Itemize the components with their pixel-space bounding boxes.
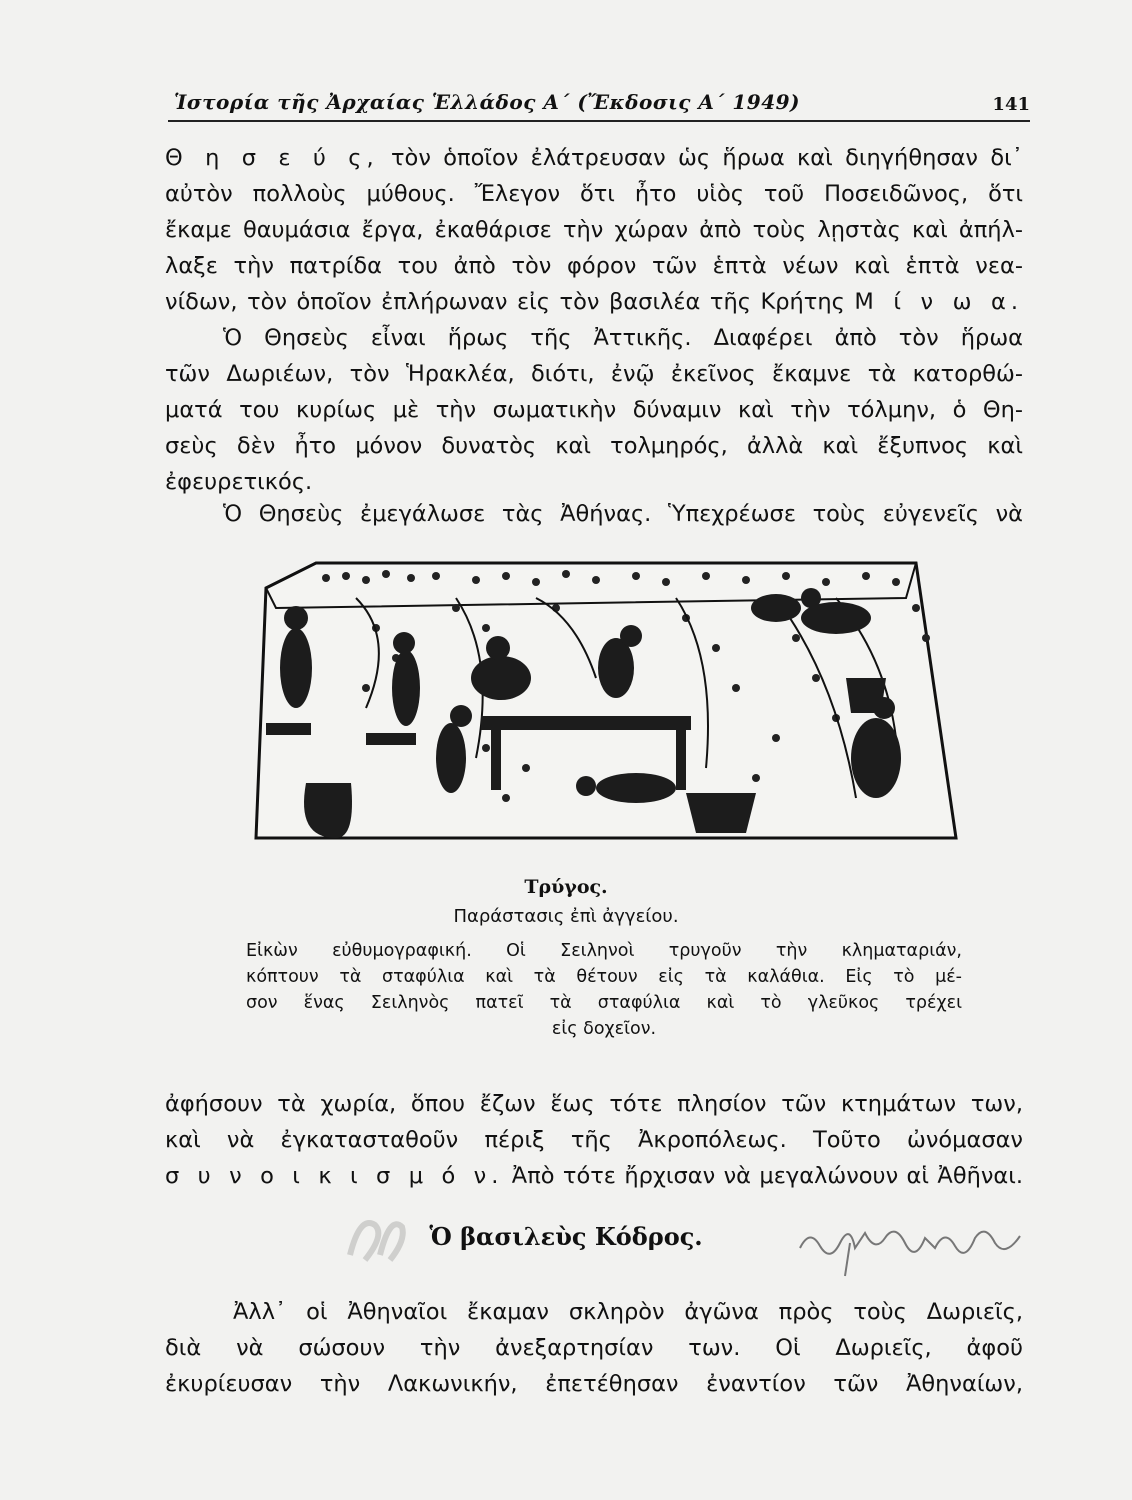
section-heading: Ὁ βασιλεὺς Κόδρος.: [429, 1222, 703, 1251]
text-line: σ υ ν ο ι κ ι σ μ ό ν. Ἀπὸ τότε ἤρχισαν νὰ μεγαλώνουν αἱ Ἀθῆναι.: [165, 1163, 1024, 1189]
text-line: σεὺς δὲν ἦτο μόνον δυνατὸς καὶ τολμηρός, ἀλλὰ καὶ ἔξυπνος καὶ: [165, 433, 1023, 459]
text-line: Ὁ Θησεὺς εἶναι ἥρως τῆς Ἀττικῆς. Διαφέρει ἀπὸ τὸν ἥρωα: [223, 325, 1023, 351]
grape-harvest-vase-image: [236, 538, 960, 868]
caption-line: Εἰκὼν εὐθυμογραφική. Οἱ Σειληνοὶ τρυγοῦν τὴν κληματαριάν,: [246, 941, 962, 961]
text-line: Θ η σ ε ύ ς, τὸν ὁποῖον ἐλάτρευσαν ὡς ἥρωα καὶ διηγήθησαν δι᾿: [165, 145, 1024, 171]
text-line: λαξε τὴν πατρίδα του ἀπὸ τὸν φόρον τῶν ἑπτὰ νέων καὶ ἑπτὰ νεα-: [165, 253, 1023, 279]
figure-title: Τρύγος.: [524, 876, 608, 898]
paragraph-dorians: [165, 1294, 1023, 1402]
figure-description: [246, 938, 962, 1042]
paragraph-athens: [165, 496, 1023, 532]
handwritten-note-icon: [795, 1208, 1025, 1278]
text-line: τῶν Δωριέων, τὸν Ἡρακλέα, διότι, ἐνῷ ἐκεῖνος ἔκαμνε τὰ κατορθώ-: [165, 361, 1023, 387]
faded-stamp-icon: [340, 1205, 410, 1275]
text-line: ἐκυρίευσαν τὴν Λακωνικήν, ἐπετέθησαν ἐναντίον τῶν Ἀθηναίων,: [165, 1371, 1023, 1397]
running-header: [168, 90, 1030, 122]
paragraph-theseus-hero: [165, 320, 1023, 500]
caption-line: κόπτουν τὰ σταφύλια καὶ τὰ θέτουν εἰς τὰ καλάθια. Εἰς τὸ μέ-: [246, 967, 962, 987]
text-line: ἀφήσουν τὰ χωρία, ὅπου ἔζων ἕως τότε πλησίον τῶν κτημάτων των,: [165, 1091, 1023, 1117]
caption-line: εἰς δοχεῖον.: [551, 1019, 657, 1039]
text-line: ἔκαμε θαυμάσια ἔργα, ἐκαθάρισε τὴν χώραν ἀπὸ τοὺς λῃστὰς καὶ ἀπήλ-: [165, 217, 1023, 243]
figure-subtitle: Παράστασις ἐπὶ ἀγγείου.: [453, 906, 679, 927]
caption-line: σον ἕνας Σειληνὸς πατεῖ τὰ σταφύλια καὶ τὸ γλεῦκος τρέχει: [246, 993, 962, 1013]
emphasized-name: Μ ί ν ω α.: [854, 289, 1024, 315]
paragraph-theseus-intro: [165, 140, 1023, 320]
text-line: ἐφευρετικός.: [165, 469, 313, 495]
emphasized-name: Θ η σ ε ύ ς,: [165, 145, 379, 171]
text-line: Ὁ Θησεὺς ἐμεγάλωσε τὰς Ἀθήνας. Ὑπεχρέωσε τοὺς εὐγενεῖς νὰ: [223, 501, 1023, 527]
header-title: Ἱστορία τῆς Ἀρχαίας Ἑλλάδος Α΄ (Ἔκδοσις Α΄ 1949): [174, 90, 801, 114]
text-line: ματά του κυρίως μὲ τὴν σωματικὴν δύναμιν καὶ τὴν τόλμην, ὁ Θη-: [165, 397, 1023, 423]
vase-illustration: [236, 538, 960, 868]
text-line: νίδων, τὸν ὁποῖον ἐπλήρωναν εἰς τὸν βασιλέα τῆς Κρήτης Μ ί ν ω α.: [165, 289, 1024, 315]
text-line: Ἀλλ᾿ οἱ Ἀθηναῖοι ἔκαμαν σκληρὸν ἀγῶνα πρὸς τοὺς Δωριεῖς,: [233, 1299, 1023, 1325]
text-line: αὐτὸν πολλοὺς μύθους. Ἔλεγον ὅτι ἦτο υἱὸς τοῦ Ποσειδῶνος, ὅτι: [165, 181, 1023, 207]
paragraph-synoecism: [165, 1086, 1023, 1194]
text-line: καὶ νὰ ἐγκατασταθοῦν πέριξ τῆς Ἀκροπόλεως. Τοῦτο ὠνόμασαν: [165, 1127, 1023, 1153]
emphasized-term: σ υ ν ο ι κ ι σ μ ό ν.: [165, 1163, 504, 1189]
page-number: 141: [992, 94, 1030, 115]
text-line: διὰ νὰ σώσουν τὴν ἀνεξαρτησίαν των. Οἱ Δωριεῖς, ἀφοῦ: [165, 1335, 1023, 1361]
